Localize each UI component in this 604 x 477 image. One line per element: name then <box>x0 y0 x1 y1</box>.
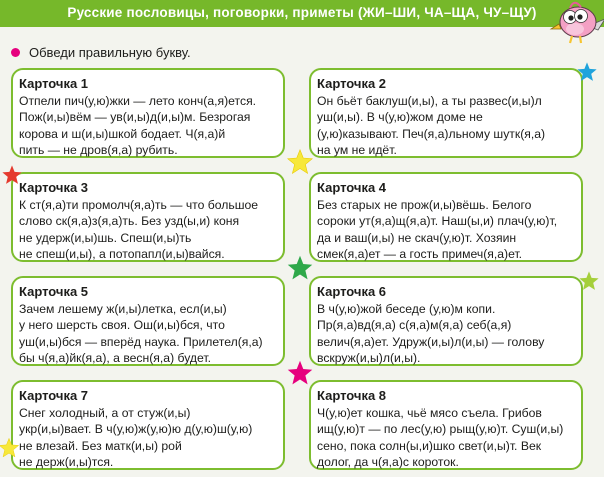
card-2 <box>309 68 583 158</box>
card-title: Карточка 3 <box>19 180 89 195</box>
card-title: Карточка 5 <box>19 284 89 299</box>
card-4 <box>309 172 583 262</box>
bullet-icon <box>11 48 20 57</box>
card-text: К ст(я,а)ти промолч(я,а)ть — что большое слово ск(я,а)з(я,а)ть. Без узд(ы,и) коня не удерж(и,ы)шь. Спеш(и,ы)ть не спеш(и,ы), а потопапл(и,ы)вайся. <box>19 198 259 262</box>
card-text: Отпели пич(у,ю)жки — лето конч(а,я)ется. Пож(и,ы)вём — ув(и,ы)д(и,ы)м. Безрогая корова и ш(и,ы)шкой бодает. Ч(я,а)й пить — не дров(я,а) рубить. <box>19 94 257 158</box>
card-6 <box>309 276 583 366</box>
card-text: Он бьёт баклуш(и,ы), а ты развес(и,ы)л уш(и,ы). В ч(у,ю)жом доме не (у,ю)казывают. Печ(я,а)льному шутк(я,а) на ум не идёт. <box>317 94 546 158</box>
star-icon <box>1 164 23 186</box>
card-text: Без старых не прож(и,ы)вёшь. Белого сороки ут(я,а)щ(я,а)т. Наш(ы,и) плач(у,ю)т, да и ваш(и,ы) не скач(у,ю)т. Хозяин смек(я,а)ет — а гость примеч(я,а)ет. <box>317 198 558 262</box>
card-title: Карточка 6 <box>317 284 387 299</box>
page-title: Русские пословицы, поговорки, приметы (ЖИ–ШИ, ЧА–ЩА, ЧУ–ЩУ) <box>67 5 537 20</box>
card-7 <box>11 380 285 470</box>
card-text: В ч(у,ю)жой беседе (у,ю)м копи. Пр(я,а)вд(я,а) с(я,а)м(я,а) себ(а,я) велич(я,а)ет. Удруж(и,ы)л(и,ы) — голову вскруж(и,ы)л(и,ы). <box>317 302 545 366</box>
card-8 <box>309 380 583 470</box>
card-text: Зачем лешему ж(и,ы)летка, есл(и,ы) у него шерсть своя. Ош(и,ы)бся, что уш(и,ы)бся — вперёд наука. Прилетел(я,а) бы ч(я,а)йк(я,а), а весн(я,а) будет. <box>19 302 263 366</box>
card-title: Карточка 7 <box>19 388 89 403</box>
instruction <box>14 45 191 60</box>
star-icon <box>578 270 600 292</box>
instruction-text: Обведи правильную букву. <box>29 45 191 60</box>
card-text: Снег холодный, а от стуж(и,ы) укр(и,ы)вает. В ч(у,ю)ж(у,ю)ю д(у,ю)ш(у,ю) не влезай. Без матк(и,ы) рой не держ(и,ы)тся. <box>19 406 253 470</box>
card-1 <box>11 68 285 158</box>
card-title: Карточка 8 <box>317 388 387 403</box>
bird-mascot-icon <box>548 0 604 48</box>
star-icon <box>0 437 20 459</box>
card-3 <box>11 172 285 262</box>
card-title: Карточка 1 <box>19 76 89 91</box>
card-text: Ч(у,ю)ет кошка, чьё мясо съела. Грибов ищ(у,ю)т — по лес(у,ю) рыщ(у,ю)т. Суш(и,ы) сено, пока солн(ы,и)шко свет(и,ы)т. Век долог, да ч(я,а)с короток. <box>317 406 564 470</box>
star-icon <box>286 359 314 387</box>
card-5 <box>11 276 285 366</box>
star-icon <box>286 254 314 282</box>
star-icon <box>576 61 598 83</box>
card-title: Карточка 4 <box>317 180 387 195</box>
star-icon <box>286 148 314 176</box>
card-title: Карточка 2 <box>317 76 387 91</box>
header-bar <box>0 0 604 27</box>
